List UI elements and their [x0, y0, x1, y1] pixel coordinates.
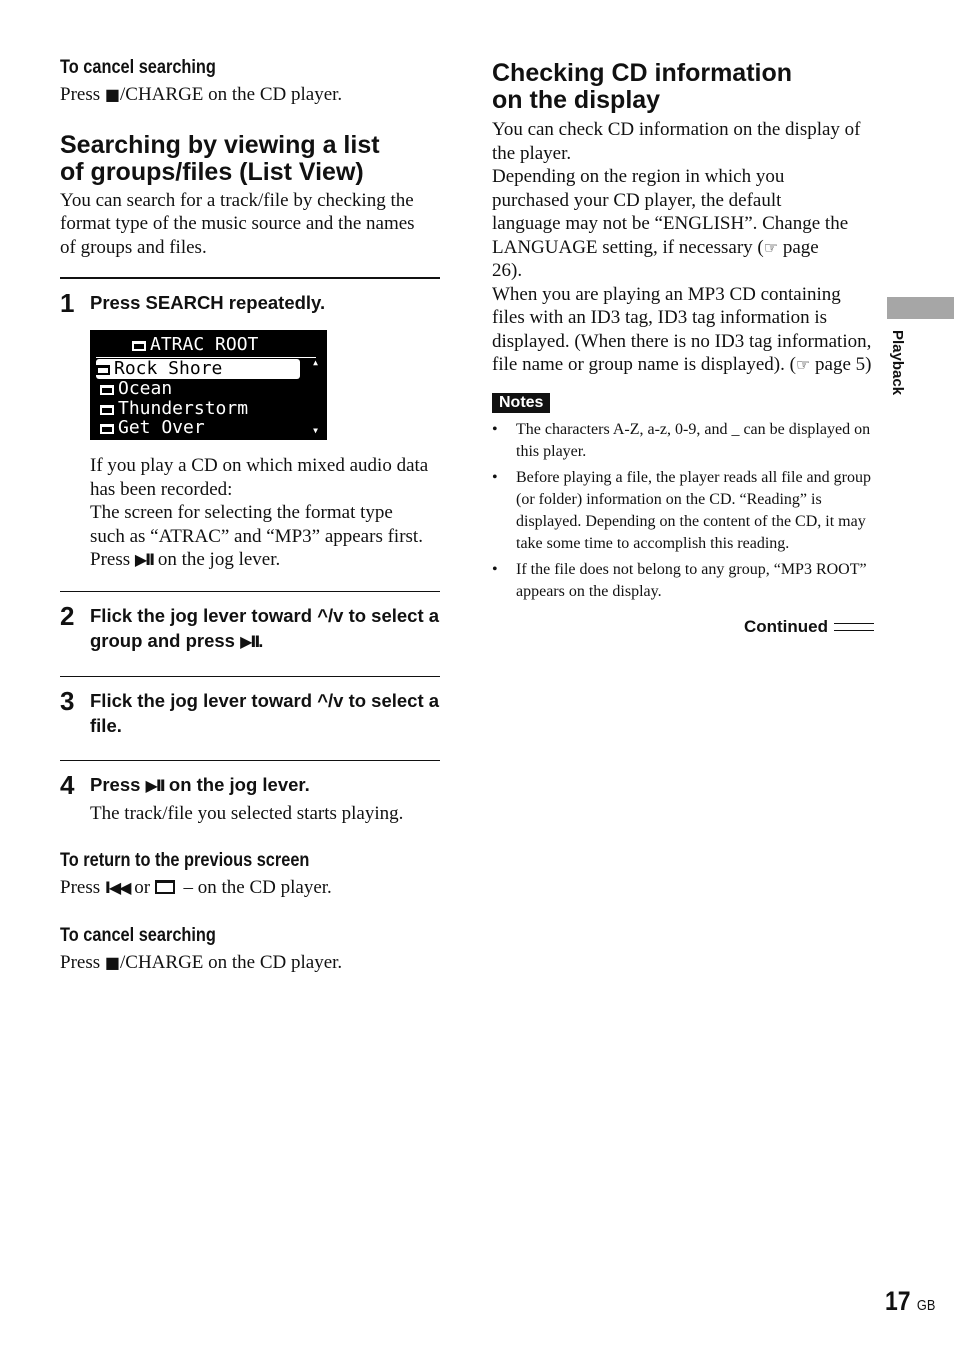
lcd-list-item	[100, 379, 172, 399]
text-run: page 26).	[492, 236, 819, 281]
lcd-item-text: Ocean	[118, 378, 173, 399]
divider	[60, 676, 440, 677]
list-view-section-title	[60, 132, 440, 186]
lcd-header	[132, 335, 258, 355]
section-title-line: Checking CD information	[492, 59, 793, 87]
play-pause-icon: ▶II	[145, 775, 164, 795]
left-column	[60, 56, 440, 974]
step-text: Press SEARCH repeatedly.	[90, 292, 326, 313]
step-1	[60, 290, 440, 316]
cd-info-para-3	[492, 283, 874, 377]
step-text	[90, 772, 310, 798]
divider	[60, 760, 440, 761]
text-run: on the jog lever.	[163, 773, 310, 795]
right-column	[492, 56, 874, 637]
return-heading: To return to the previous screen	[60, 850, 310, 871]
stop-icon: ■	[104, 952, 120, 972]
scroll-up-icon: ▲	[313, 358, 318, 367]
step-number: 4	[60, 769, 75, 800]
text-run: or	[129, 877, 155, 898]
notes-block	[492, 393, 874, 603]
page-suffix: GB	[916, 1297, 936, 1314]
text-run: Press	[90, 549, 135, 570]
previous-track-icon: I◀◀	[104, 878, 130, 897]
section-title-line: on the display	[492, 86, 661, 114]
side-tab-label: Playback	[889, 330, 906, 396]
list-view-intro: You can search for a track/file by checking the format type of the music source and the names of groups and files.	[60, 189, 415, 258]
note-item	[492, 467, 874, 555]
cancel-searching-text	[60, 951, 440, 975]
play-pause-icon: ▶II	[240, 631, 259, 651]
text-run: Press	[60, 951, 105, 973]
section-title-line: of groups/files (List View)	[60, 157, 364, 186]
step-number: 1	[60, 288, 75, 318]
notes-list	[492, 419, 874, 603]
note-text: The screen for selecting the format type such as “ATRAC” and “MP3” appears first.	[90, 502, 423, 547]
section-title-line: Searching by viewing a list	[60, 130, 380, 159]
text-run: Flick the jog lever toward	[90, 604, 318, 626]
step-4-body: The track/file you selected starts playing.	[90, 802, 404, 824]
text-run: Flick the jog lever toward	[90, 689, 318, 711]
note-text: The characters A-Z, a-z, 0-9, and _ can be displayed on this player.	[516, 420, 871, 460]
cd-info-para-1: You can check CD information on the display of the player.	[492, 119, 861, 164]
arrow-right-icon	[834, 623, 874, 631]
step-1-notes	[90, 454, 430, 572]
page-number-value: 17	[885, 1286, 911, 1316]
step-2	[60, 600, 440, 654]
text-run: When you are playing an MP3 CD containing files with an ID3 tag, ID3 tag information is displayed. (When there is no ID3 tag information, file name or group name is displayed). (	[492, 283, 872, 375]
cancel-searching-heading: To cancel searching	[60, 57, 216, 78]
up-down-icon: ^/v	[317, 689, 344, 711]
text-run: Press	[60, 84, 105, 105]
up-down-icon: ^/v	[317, 604, 344, 626]
divider	[60, 277, 440, 279]
text-run: page 5)	[810, 354, 872, 375]
text-run: – on the CD player.	[178, 877, 332, 898]
section-tab	[887, 297, 954, 319]
return-text	[60, 876, 440, 900]
continued-text: Continued	[743, 616, 828, 636]
cd-info-para-2	[492, 165, 852, 283]
folder-icon	[100, 385, 114, 395]
text-run: .	[258, 629, 264, 651]
text-run: Press	[60, 877, 105, 898]
text-run: Depending on the region in which you purchased your CD player, the default language may not be “ENGLISH”. Change the LANGUAGE setting, if necessary (	[492, 166, 849, 258]
cd-info-section-title	[492, 60, 874, 114]
text-run: /CHARGE on the CD player.	[120, 84, 343, 105]
step-3	[60, 685, 440, 738]
cancel-searching-text	[60, 83, 440, 107]
hand-pointer-icon: ☞	[795, 355, 811, 374]
text-run: Press	[90, 773, 146, 795]
divider	[60, 591, 440, 592]
note-text	[90, 548, 430, 572]
play-pause-icon: ▶II	[134, 550, 154, 569]
cancel-searching-heading: To cancel searching	[60, 924, 216, 946]
step-text	[90, 688, 440, 738]
note-item	[492, 559, 874, 603]
text-run: to select a group and press	[90, 604, 440, 651]
lcd-list-item	[100, 418, 205, 438]
text-run: to select a file.	[90, 689, 440, 736]
continued-marker	[492, 617, 874, 637]
folder-icon	[100, 424, 114, 434]
folder-icon	[132, 341, 146, 351]
bullet: •	[492, 468, 498, 486]
folder-icon	[155, 880, 175, 894]
scroll-down-icon: ▼	[313, 426, 318, 435]
note-item	[492, 419, 874, 463]
lcd-item-text: Thunderstorm	[118, 398, 249, 419]
note-text: Before playing a file, the player reads all file and group (or folder) information on the CD. “Reading” is displayed. Depending on the content of the CD, it may take some time to accomplish this reading.	[516, 468, 871, 552]
folder-icon	[96, 365, 110, 375]
lcd-item-text: Get Over	[118, 417, 205, 438]
text-run: on the jog lever.	[153, 549, 281, 570]
lcd-header-text: ATRAC ROOT	[150, 334, 259, 355]
lcd-item-text: Rock Shore	[114, 358, 223, 379]
text-run: /CHARGE on the CD player.	[120, 951, 343, 973]
lcd-list-item-selected	[96, 359, 300, 379]
note-text: If you play a CD on which mixed audio data has been recorded:	[90, 455, 429, 500]
folder-icon	[100, 405, 114, 415]
bullet: •	[492, 560, 498, 578]
hand-pointer-icon: ☞	[763, 237, 779, 257]
lcd-screen	[90, 330, 327, 440]
stop-icon: ■	[104, 85, 120, 104]
lcd-list-item	[100, 399, 248, 419]
notes-label: Notes	[492, 393, 550, 413]
bullet: •	[492, 420, 498, 438]
step-number: 2	[60, 600, 75, 631]
step-number: 3	[60, 685, 75, 716]
page-number	[885, 1286, 935, 1317]
step-4	[60, 769, 440, 800]
step-text	[90, 603, 440, 654]
note-text: If the file does not belong to any group, “MP3 ROOT” appears on the display.	[516, 560, 867, 600]
